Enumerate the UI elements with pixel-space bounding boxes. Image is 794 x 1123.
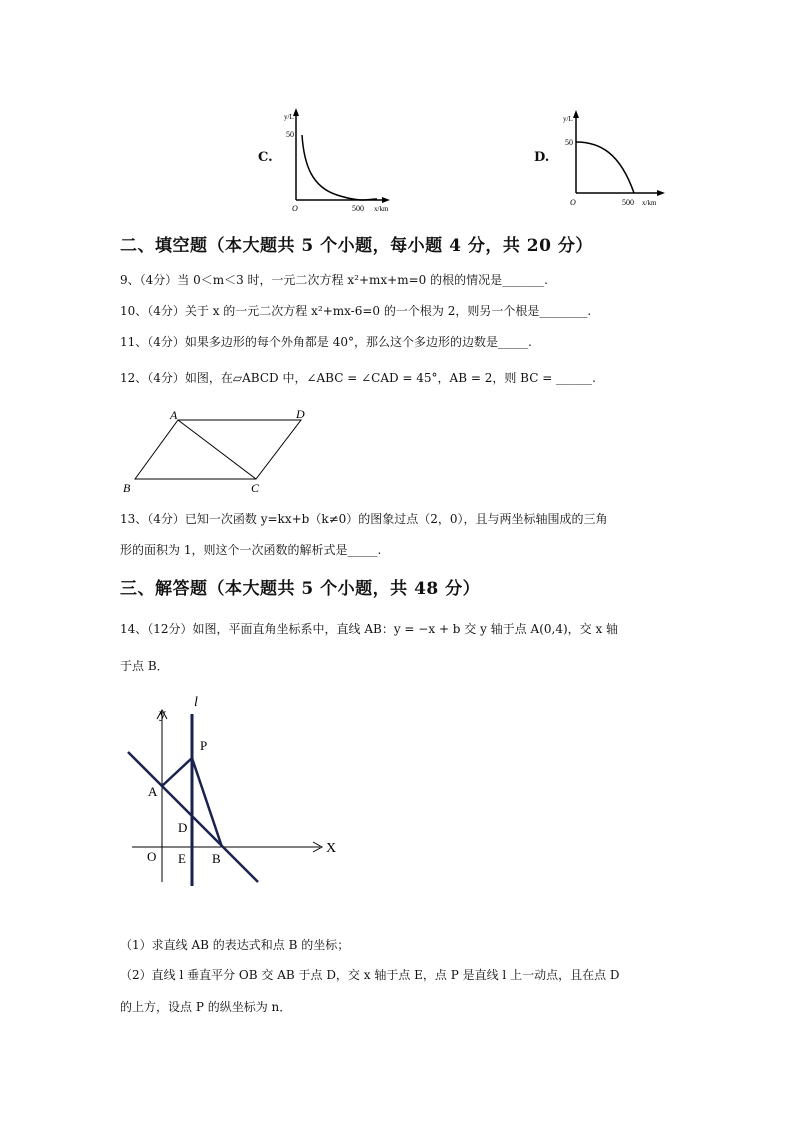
question-13-line-2: 形的面积为 1，则这个一次函数的解析式是_____.: [120, 543, 382, 557]
section-2-title: 二、填空题（本大题共 5 个小题，每小题 4 分，共 20 分）: [120, 236, 593, 256]
option-c-y-tick: 50: [286, 130, 294, 139]
option-d-label: D.: [534, 150, 550, 165]
question-9: 9、（4分）当 0＜m＜3 时，一元二次方程 x²+mx+m=0 的根的情况是_______.: [120, 273, 548, 287]
option-d-y-arrow: [573, 110, 579, 118]
option-d-curve: [576, 142, 634, 193]
question-11: 11、（4分）如果多边形的每个外角都是 40°，那么这个多边形的边数是_____.: [120, 335, 532, 349]
y-axis-label: y: [159, 707, 166, 722]
x-axis-label: X: [326, 841, 337, 856]
point-a-label: A: [170, 408, 178, 422]
point-c-label: C: [251, 481, 260, 495]
segment-pb: [192, 758, 222, 847]
line-l-label: l: [194, 695, 198, 710]
question-13-line-1: 13、（4分）已知一次函数 y=kx+b（k≠0）的图象过点（2，0），且与两坐标轴围成的三角: [120, 512, 608, 526]
option-d-y-tick: 50: [565, 138, 573, 147]
question-14-part-2-line-2: 的上方，设点 P 的纵坐标为 n．: [120, 1000, 292, 1014]
option-c-x-label: x/km: [374, 205, 389, 213]
origin-label: O: [147, 849, 157, 864]
point-d-label-fig: D: [178, 820, 188, 835]
option-d-y-label: y/L: [563, 115, 573, 123]
point-d-label: D: [296, 407, 305, 421]
parallelogram-figure: [118, 404, 318, 496]
option-d-x-arrow: [657, 190, 665, 196]
question-14-line-2: 于点 B．: [120, 659, 169, 673]
question-14-part-1: （1）求直线 AB 的表达式和点 B 的坐标；: [120, 938, 350, 952]
question-12: 12、（4分）如图，在▱ABCD 中，∠ABC = ∠CAD = 45°，AB = 2，则 BC = ______.: [120, 371, 596, 385]
coordinate-figure: [120, 692, 345, 890]
option-c-x-tick: 500: [352, 204, 364, 213]
option-d-graph: [560, 105, 675, 215]
point-b-label: B: [123, 481, 131, 495]
point-b-label-fig: B: [212, 851, 221, 866]
option-d-origin: O: [570, 198, 576, 207]
option-c-label: C.: [258, 150, 273, 165]
question-14-line-1: 14、（12分）如图，平面直角坐标系中，直线 AB：y = −x + b 交 y 轴于点 A(0,4)，交 x 轴: [120, 622, 619, 636]
question-10: 10、（4分）关于 x 的一元二次方程 x²+mx-6=0 的一个根为 2，则另一个根是________.: [120, 304, 592, 318]
option-c-origin: O: [292, 204, 298, 213]
diagonal-ac: [178, 420, 256, 479]
option-c-graph: [282, 105, 397, 215]
point-a-label-fig: A: [148, 784, 158, 799]
point-e-label: E: [178, 851, 186, 866]
parallelogram-abcd: [135, 420, 301, 479]
option-c-y-label: y/L: [284, 113, 294, 121]
segment-pa: [162, 758, 192, 786]
option-c-y-arrow: [293, 108, 299, 116]
option-c-curve: [302, 135, 377, 200]
point-p-label: P: [200, 738, 208, 753]
option-c-x-arrow: [382, 197, 390, 203]
section-3-title: 三、解答题（本大题共 5 个小题，共 48 分）: [120, 579, 481, 599]
option-d-x-label: x/km: [642, 199, 657, 207]
option-d-x-tick: 500: [622, 198, 634, 207]
question-14-part-2-line-1: （2）直线 l 垂直平分 OB 交 AB 于点 D，交 x 轴于点 E，点 P 是直线 l 上一动点，且在点 D: [120, 968, 620, 982]
